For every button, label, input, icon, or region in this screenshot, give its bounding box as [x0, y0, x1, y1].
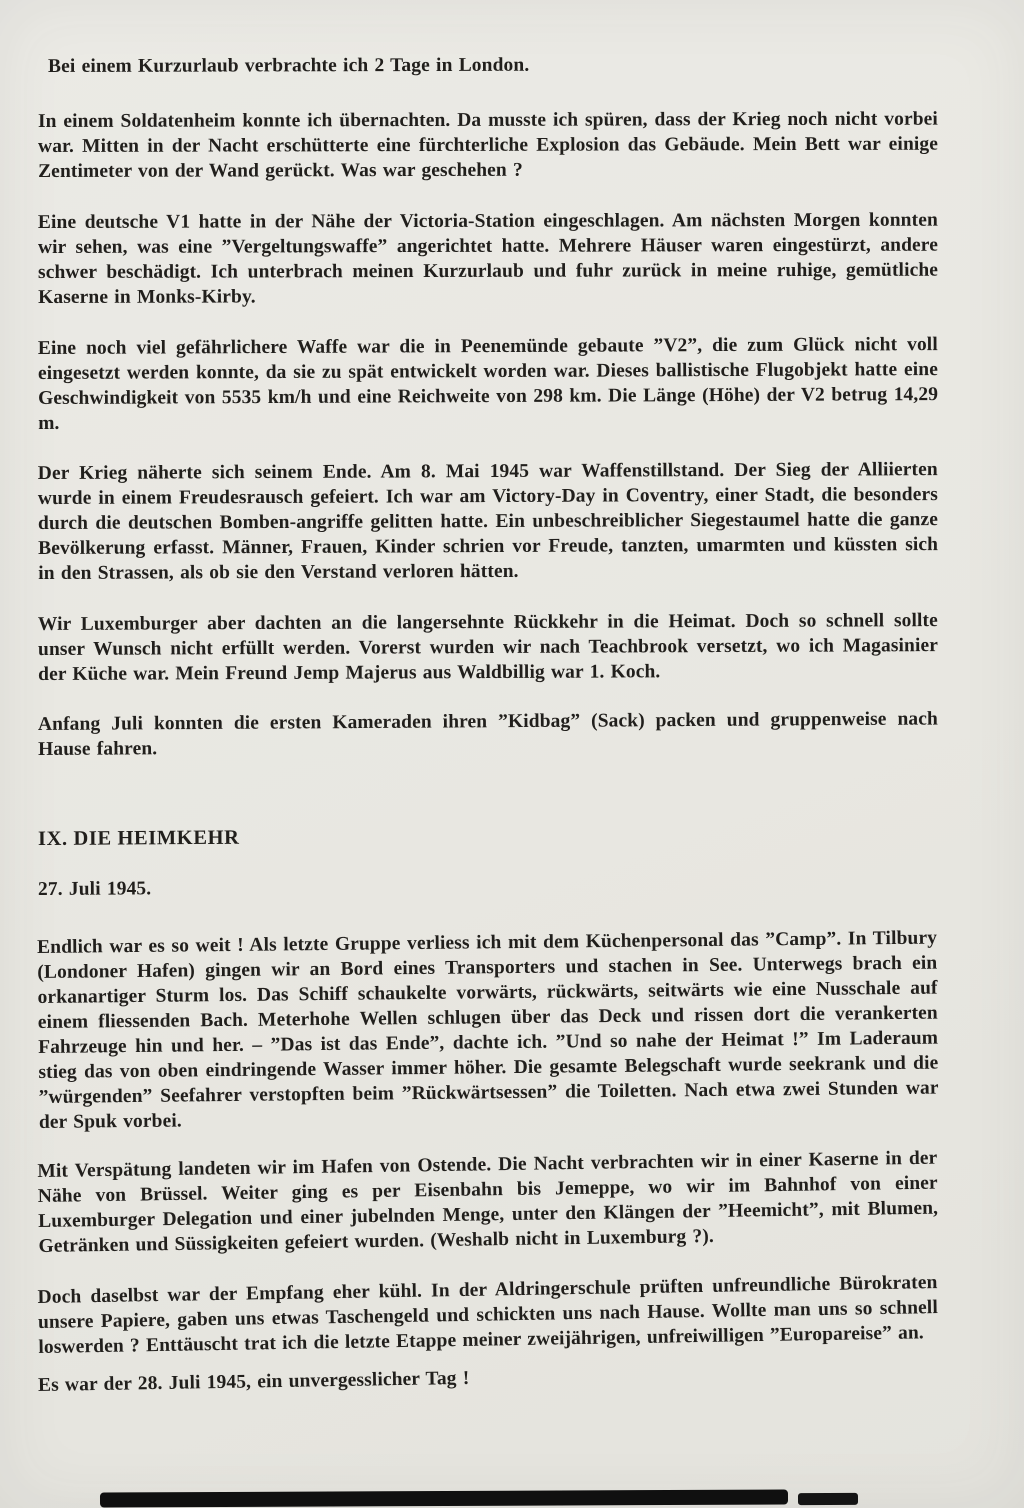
section-heading: IX. DIE HEIMKEHR	[37, 826, 240, 850]
paragraph-v1-strike: Eine deutsche V1 hatte in der Nähe der Victoria-Station eingeschlagen. Am nächsten Morgen konnten wir sehen, was eine ”Vergeltungswaffe” angerichtet hatte. Mehrere Häuser waren eingestürzt, andere schwer beschädigt. Ich unterbrach meinen Kurzurlaub und fuhr zurück in meine ruhige, gemütliche Kaserne in Monks-Kirby.	[37, 209, 939, 308]
paragraph-ostende-jemeppe: Mit Verspätung landeten wir im Hafen von Ostende. Die Nacht verbrachten wir in einer Kaserne in der Nähe von Brüssel. Weiter ging es per Eisenbahn bis Jemeppe, wo wir im Bahnhof von einer Luxemburger Delegation und einer jubelnden Menge, unter den Klängen der ”Heemicht”, mit Blumen, Getränken und Süssigkeiten gefeiert wurden. (Weshalb nicht in Luxemburg ?).	[37, 1147, 939, 1257]
paragraph-soldatenheim: In einem Soldatenheim konnte ich übernachten. Da musste ich spüren, dass der Krieg noch nicht vorbei war. Mitten in der Nacht erschütterte eine fürchterliche Explosion das Gebäude. Mein Bett war einige Zentimeter von der Wand gerückt. Was war geschehen ?	[37, 108, 939, 182]
paragraph-cool-reception: Doch daselbst war der Empfang eher kühl. In der Aldringerschule prüften unfreundliche Bürokraten unsere Papiere, gaben uns etwas Taschengeld und schickten uns nach Hause. Wollte man uns so schnell loswerden ? Enttäuscht trat ich die letzte Etappe meiner zweijährigen, unfreiwilligen ”Europareise” an.	[37, 1272, 939, 1358]
paragraph-victory-day: Der Krieg näherte sich seinem Ende. Am 8. Mai 1945 war Waffenstillstand. Der Sieg der Alliierten wurde in einem Freudesrausch gefeiert. Ich war am Victory-Day in Coventry, einer Stadt, die besonders durch die deutschen Bomben-angriffe gelitten hatte. Ein unbeschreiblicher Siegestaumel hatte die ganze Bevölkerung erfasst. Männer, Frauen, Kinder schrien vor Freude, tanzten, umarmten und küssten sich in den Strassen, als ob sie den Verstand verloren hätten.	[37, 459, 939, 584]
paragraph-london-leave: Bei einem Kurzurlaub verbrachte ich 2 Tage in London.	[47, 54, 530, 77]
paragraph-teachbrook: Wir Luxemburger aber dachten an die langersehnte Rückkehr in die Heimat. Doch so schnell sollte unser Wunsch nicht erfüllt werden. Vorerst wurden wir nach Teachbrook versetzt, wo ich Magasinier der Küche war. Mein Freund Jemp Majerus aus Waldbillig war 1. Koch.	[37, 610, 939, 685]
section-date: 27. Juli 1945.	[37, 878, 152, 900]
paragraph-v2-weapon: Eine noch viel gefährlichere Waffe war die in Peenemünde gebaute ”V2”, die zum Glück nicht voll eingesetzt werden konnte, da sie zu spät entwickelt worden war. Dieses ballistische Flugobjekt hatte eine Geschwindigkeit von 5535 km/h und eine Reichweite von 298 km. Die Länge (Höhe) der V2 betrug 14,29 m.	[37, 334, 939, 434]
paragraph-closing-line: Es war der 28. Juli 1945, ein unvergesslicher Tag !	[37, 1367, 470, 1396]
scan-edge-artifact-dot	[798, 1493, 858, 1505]
scan-edge-artifact-bar	[100, 1489, 788, 1507]
paragraph-kidbag: Anfang Juli konnten die ersten Kameraden ihren ”Kidbag” (Sack) packen und gruppenweise nach Hause fahren.	[37, 708, 938, 760]
paragraph-storm-crossing: Endlich war es so weit ! Als letzte Gruppe verliess ich mit dem Küchenpersonal das ”Camp”. In Tilbury (Londoner Hafen) gingen wir an Bord eines Transporters und stachen in See. Unterwegs brach ein orkanartiger Sturm los. Das Schiff schaukelte vorwärts, rückwärts, seitwärts wie eine Nusschale auf einem fliessenden Bach. Meterhohe Wellen schlugen über das Deck und rissen dort die verankerten Fahrzeuge hin und her. – ”Das ist das Ende”, dachte ich. ”Und so nahe der Heimat !” Im Laderaum stieg das von oben eindringende Wasser immer höher. Die gesamte Belegschaft wurde seekrank und die ”würgenden” Seefahrer verstopften beim ”Rückwärtsessen” die Toiletten. Nach etwa zwei Stunden war der Spuk vorbei.	[36, 927, 939, 1133]
